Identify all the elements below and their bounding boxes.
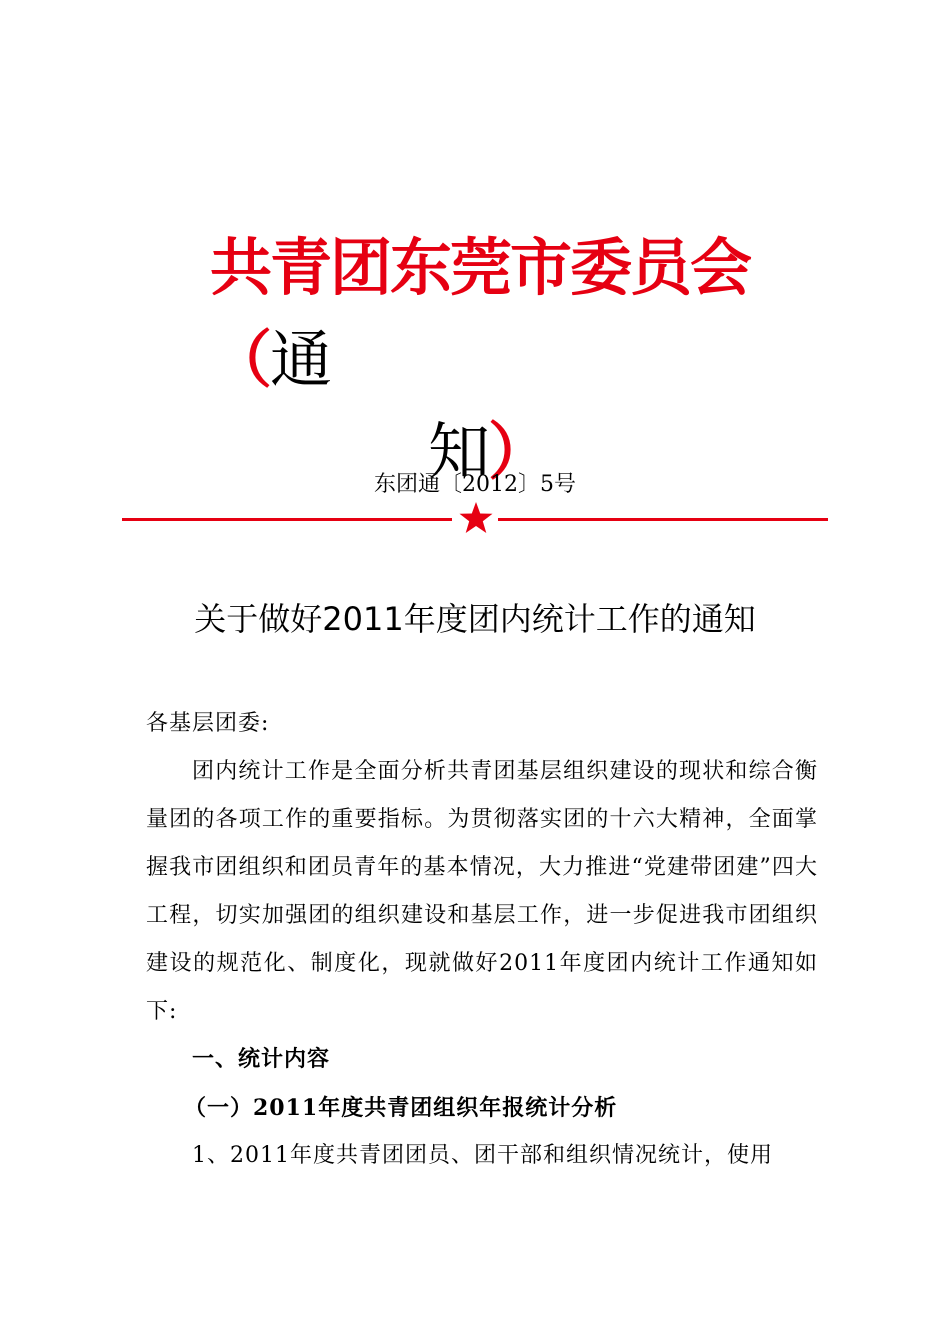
section-heading-1: 一、统计内容 bbox=[192, 1047, 331, 1072]
doc-type-part1: 通 bbox=[270, 323, 331, 396]
document-number: 东团通〔2012〕5号 bbox=[374, 472, 576, 497]
close-paren: ） bbox=[488, 415, 549, 488]
item-1: 1、2011年度共青团团员、团干部和组织情况统计，使用 bbox=[192, 1143, 773, 1168]
doc-type-part2: 知 bbox=[428, 415, 489, 488]
document-title: 关于做好2011年度团内统计工作的通知 bbox=[194, 600, 756, 638]
salutation: 各基层团委: bbox=[146, 711, 270, 736]
paragraph-1: 团内统计工作是全面分析共青团基层组织建设的现状和综合衡量团的各项工作的重要指标。为贯彻落实团的十六大精神，全面掌握我市团组织和团员青年的基本情况，大力推进“党建带团建”四大工程，切实加强团的组织建设和基层工作，进一步促进我市团组织建设的规范化、制度化，现就做好2011年度团内统计工作通知如下: bbox=[146, 759, 818, 1024]
red-rule-right bbox=[498, 518, 828, 521]
subsection-heading-1: （一）2011年度共青团组织年报统计分析 bbox=[184, 1095, 618, 1121]
document-header bbox=[210, 222, 770, 498]
document-body bbox=[146, 700, 818, 1180]
red-star-icon bbox=[458, 500, 494, 536]
org-name: 共青团东莞市委员会（ bbox=[210, 231, 751, 396]
red-rule-left bbox=[122, 518, 452, 521]
